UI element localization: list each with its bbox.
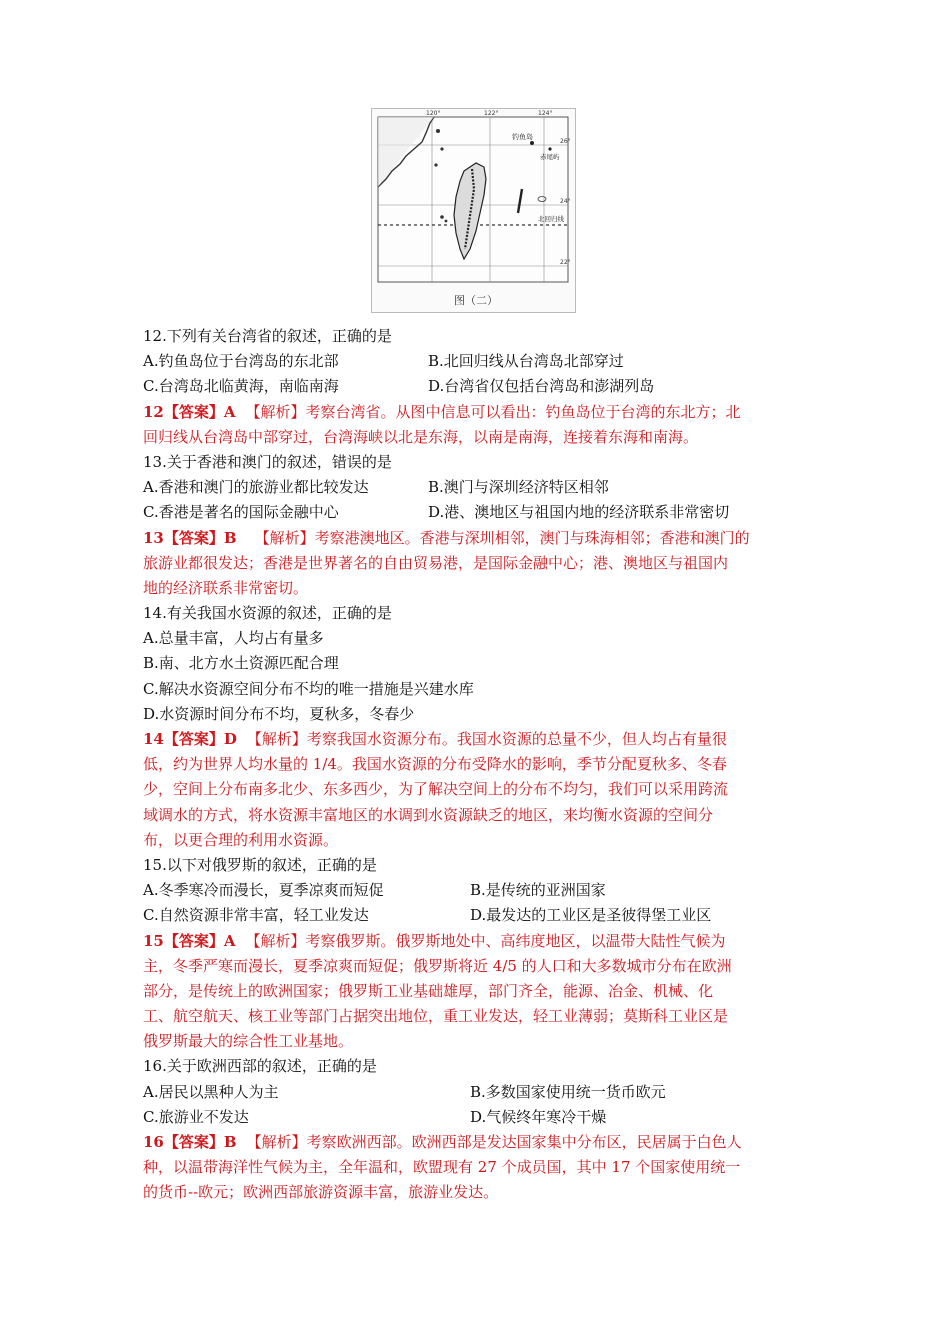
map-drawing [372, 109, 575, 312]
option-a: A.总量丰富，人均占有量多 [143, 629, 324, 648]
option-d: D.水资源时间分布不均，夏秋多，冬春少 [143, 704, 415, 723]
option-row [143, 878, 813, 903]
island-dot [440, 147, 443, 150]
option-a: A.居民以黑种人为主 [143, 1082, 279, 1101]
analysis-text: 【解析】考察我国水资源分布。我国水资源的总量不少，但人均占有量很 [246, 730, 727, 748]
analysis-text: 域调水的方式，将水资源丰富地区的水调到水资源缺乏的地区，来均衡水资源的空间分 [143, 805, 714, 824]
lon-label: 122° [484, 110, 499, 117]
option-a: A.钓鱼岛位于台湾岛的东北部 [143, 352, 339, 371]
question-stem: 15.以下对俄罗斯的叙述，正确的是 [143, 855, 377, 874]
island-dot [436, 129, 440, 133]
option-row [143, 1105, 813, 1130]
analysis-text: 俄罗斯最大的综合性工业基地。 [143, 1032, 354, 1051]
analysis-text: 少，空间上分布南多北少、东多西少，为了解决空间上的分布不均匀，我们可以采用跨流 [143, 780, 729, 799]
option-c: C.香港是著名的国际金融中心 [143, 503, 339, 522]
option-c: C.自然资源非常丰富，轻工业发达 [143, 906, 369, 925]
answer-tag: 12【答案】A [143, 402, 236, 421]
analysis-text: 的货币--欧元；欧洲西部旅游资源丰富，旅游业发达。 [143, 1183, 499, 1202]
answer-line [143, 526, 813, 551]
analysis-text: 工、航空航天、核工业等部门占据突出地位，重工业发达，轻工业薄弱；莫斯科工业区是 [143, 1007, 729, 1026]
analysis-text: 【解析】考察俄罗斯。俄罗斯地处中、高纬度地区，以温带大陆性气候为 [245, 931, 726, 950]
answer-tag: 15【答案】A [143, 931, 236, 950]
option-c: C.解决水资源空间分布不均的唯一措施是兴建水库 [143, 679, 474, 698]
question-stem: 14.有关我国水资源的叙述，正确的是 [143, 604, 392, 623]
option-d: D.最发达的工业区是圣彼得堡工业区 [470, 906, 712, 925]
option-d: D.港、澳地区与祖国内地的经济联系非常密切 [428, 503, 730, 522]
option-row [143, 374, 813, 399]
option-c: C.台湾岛北临黄海，南临南海 [143, 377, 339, 396]
question-stem: 13.关于香港和澳门的叙述，错误的是 [143, 452, 392, 471]
place-label-diaoyu: 钓鱼岛 [512, 133, 533, 141]
question-list [143, 324, 813, 1206]
answer-line [143, 400, 813, 425]
answer-tag: 16【答案】B [143, 1133, 237, 1151]
option-row [143, 903, 813, 928]
analysis-text: 【解析】考察欧洲西部。欧洲西部是发达国家集中分布区，民居属于白色人 [246, 1133, 742, 1151]
figure-caption: 图（二） [454, 294, 498, 307]
option-row [143, 475, 813, 500]
lat-label: 24° [560, 198, 571, 205]
option-b: B.澳门与深圳经济特区相邻 [428, 478, 609, 497]
option-a: A.香港和澳门的旅游业都比较发达 [143, 478, 369, 497]
option-c: C.旅游业不发达 [143, 1107, 249, 1126]
option-row [143, 500, 813, 525]
option-d: D.台湾省仅包括台湾岛和澎湖列岛 [428, 377, 655, 396]
taiwan-map-figure [371, 108, 576, 313]
option-row [143, 1080, 813, 1105]
lat-label: 22° [560, 259, 571, 266]
answer-line [143, 1130, 813, 1155]
analysis-text: 【解析】考察台湾省。从图中信息可以看出：钓鱼岛位于台湾的东北方；北 [245, 402, 741, 421]
lat-label: 26° [560, 138, 571, 145]
option-b: B.南、北方水土资源匹配合理 [143, 654, 339, 673]
question-stem: 12.下列有关台湾省的叙述，正确的是 [143, 327, 392, 345]
answer-tag: 14【答案】D [143, 730, 237, 748]
option-d: D.气候终年寒冷干燥 [470, 1107, 607, 1126]
lon-label: 124° [538, 110, 553, 117]
analysis-text: 回归线从台湾岛中部穿过，台湾海峡以北是东海，以南是南海，连接着东海和南海。 [143, 427, 699, 446]
option-row [143, 349, 813, 374]
lon-label: 120° [426, 110, 441, 117]
island-dot [434, 163, 437, 166]
question-stem: 16.关于欧洲西部的叙述，正确的是 [143, 1057, 377, 1076]
analysis-text: 旅游业都很发达；香港是世界著名的自由贸易港，是国际金融中心；港、澳地区与祖国内 [143, 553, 729, 572]
option-b: B.北回归线从台湾岛北部穿过 [428, 352, 624, 371]
analysis-text: 种，以温带海洋性气候为主，全年温和，欧盟现有 27 个成员国，其中 17 个国家使用统一 [143, 1158, 741, 1177]
option-a: A.冬季寒冷而漫长，夏季凉爽而短促 [143, 881, 384, 900]
analysis-text: 部分，是传统上的欧洲国家；俄罗斯工业基础雄厚，部门齐全，能源、冶金、机械、化 [143, 981, 714, 1000]
analysis-text: 地的经济联系非常密切。 [143, 578, 309, 597]
diaoyu-island-dot [530, 141, 534, 145]
answer-tag: 13【答案】B [143, 528, 237, 547]
chiwei-island-dot [548, 147, 551, 150]
option-b: B.是传统的亚洲国家 [470, 881, 606, 900]
analysis-text: 低，约为世界人均水量的 1/4。我国水资源的分布受降水的影响，季节分配夏秋多、冬春 [143, 755, 727, 774]
analysis-text: 主，冬季严寒而漫长，夏季凉爽而短促；俄罗斯将近 4/5 的人口和大多数城市分布在欧洲 [143, 956, 732, 975]
answer-line [143, 929, 813, 954]
penghu-islands-dot [445, 220, 448, 223]
penghu-islands-dot [440, 215, 444, 219]
place-label-tropic: 北回归线 [538, 215, 564, 223]
option-b: B.多数国家使用统一货币欧元 [470, 1082, 666, 1101]
place-label-chiwei: 赤尾屿 [540, 153, 560, 161]
answer-line [143, 727, 813, 752]
analysis-text: 【解析】考察港澳地区。香港与深圳相邻，澳门与珠海相邻；香港和澳门的 [254, 528, 750, 547]
analysis-text: 布，以更合理的利用水资源。 [143, 830, 339, 849]
